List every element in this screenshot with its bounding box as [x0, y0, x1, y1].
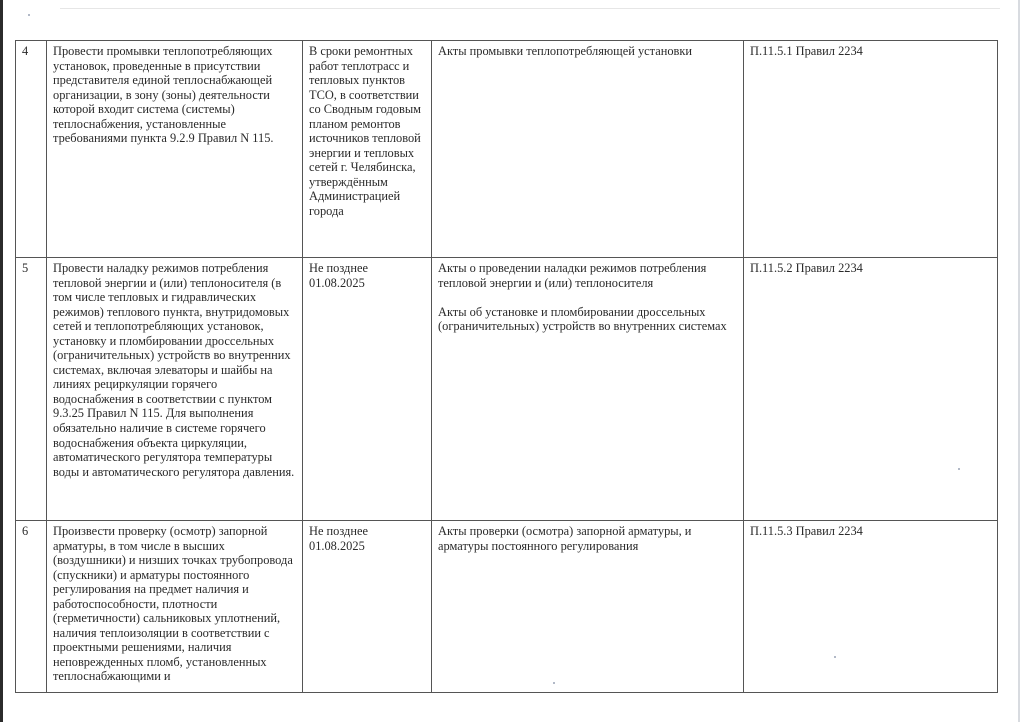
task-description: Провести наладку режимов потребления тепловой энергии и (или) теплоносителя (в том числе тепловых и гидравлических режимов) теплового пункта, внутридомовых сетей и теплопотребляющих установок, установку и пломбировании дроссельных (ограничительных) устройств во внутренних системах, включая элеваторы и шайбы на линиях рециркуляции горячего водоснабжения в соответствии с пунктом 9.3.25 Правил N 115. Для выполнения обязательно наличие в системе горячего водоснабжения объекта циркуляции, автоматического регулятора температуры воды и автоматического регулятора давления.: [47, 258, 303, 521]
deadline: Не позднее 01.08.2025: [303, 521, 432, 693]
table-row: [16, 521, 998, 693]
scan-speck: [553, 682, 555, 684]
task-description: Произвести проверку (осмотр) запорной арматуры, в том числе в высших (воздушники) и низших точках трубопровода (спускники) и арматуры постоянного регулирования на предмет наличия и работоспособности, плотности (герметичности) сальниковых уплотнений, наличия теплоизоляции в соответствии с проектными решениями, наличия неповрежденных пломб, установленных теплоснабжающими и: [47, 521, 303, 693]
document-item: Акты промывки теплопотребляющей установки: [438, 44, 693, 58]
documents-cell: [432, 258, 744, 521]
row-number: 4: [16, 41, 47, 258]
regulation-reference: П.11.5.1 Правил 2234: [744, 41, 998, 258]
document-item: Акты проверки (осмотра) запорной арматуры, и арматуры постоянного регулирования: [438, 524, 692, 553]
regulation-reference: П.11.5.3 Правил 2234: [744, 521, 998, 693]
paragraph-gap: [438, 290, 737, 305]
row-number: 5: [16, 258, 47, 521]
deadline: Не позднее 01.08.2025: [303, 258, 432, 521]
table-row: [16, 41, 998, 258]
documents-cell: [432, 521, 744, 693]
regulation-reference: П.11.5.2 Правил 2234: [744, 258, 998, 521]
document-item: Акты о проведении наладки режимов потребления тепловой энергии и (или) теплоносителя: [438, 261, 707, 290]
scan-speck: [834, 656, 836, 658]
scan-right-edge: [1018, 0, 1020, 722]
table-row: [16, 258, 998, 521]
documents-cell: [432, 41, 744, 258]
scan-speck: [28, 14, 30, 16]
scan-left-edge: [0, 0, 3, 722]
requirements-table: [15, 40, 998, 693]
row-number: 6: [16, 521, 47, 693]
scan-top-shade: [60, 8, 1000, 9]
document-item: Акты об установке и пломбировании дроссельных (ограничительных) устройств во внутренних системах: [438, 304, 727, 334]
scan-speck: [958, 468, 960, 470]
task-description: Провести промывки теплопотребляющих установок, проведенные в присутствии представителя единой теплоснабжающей организации, в зону (зоны) деятельности которой входит система (системы) теплоснабжения, установленные требованиями пункта 9.2.9 Правил N 115.: [47, 41, 303, 258]
deadline: В сроки ремонтных работ теплотрасс и тепловых пунктов ТСО, в соответствии со Сводным годовым планом ремонтов источников тепловой энергии и тепловых сетей г. Челябинска, утверждённым Администрацией города: [303, 41, 432, 258]
